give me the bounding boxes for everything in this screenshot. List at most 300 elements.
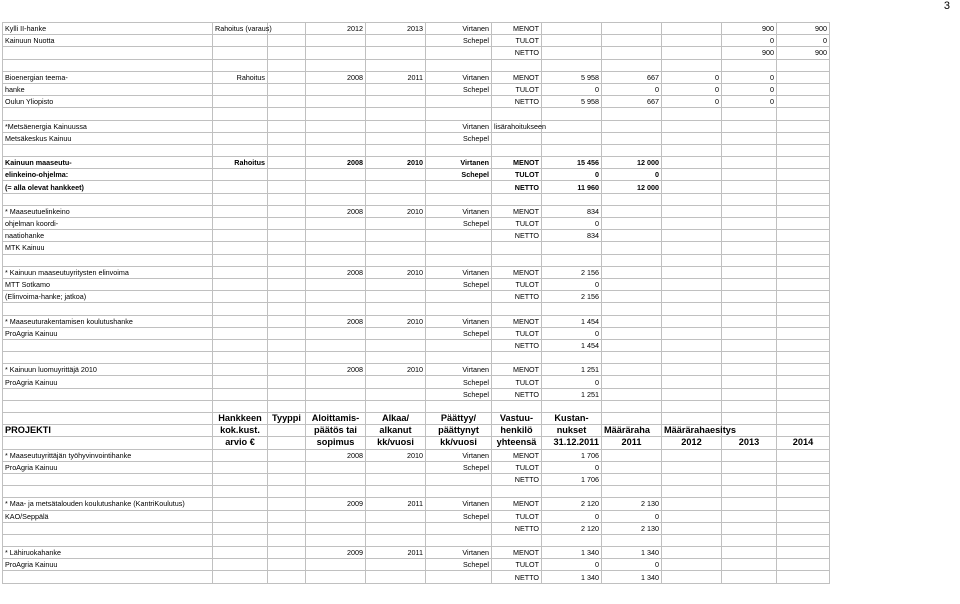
cell-total: 1 251 (542, 364, 602, 376)
cell-kind (268, 473, 306, 485)
cell-resp: kk/vuosi (426, 437, 492, 449)
cell-end (366, 510, 426, 522)
cell-type: MENOT (492, 71, 542, 83)
cell-kind (268, 278, 306, 290)
cell-y2013 (722, 157, 777, 169)
cell-start: 2009 (306, 498, 366, 510)
table-row (3, 352, 830, 364)
cell-kind (268, 193, 306, 205)
cell-total: 5 958 (542, 96, 602, 108)
cell-kind (268, 242, 306, 254)
cell-y2014 (777, 315, 830, 327)
table-row (3, 449, 830, 461)
cell-total: 2 156 (542, 266, 602, 278)
cell-y2014 (777, 242, 830, 254)
cell-y2014 (777, 376, 830, 388)
cell-y2012 (662, 132, 722, 144)
cell-y2012: 0 (662, 71, 722, 83)
cell-total (542, 400, 602, 412)
cell-y2011 (602, 473, 662, 485)
cell-y2014: 900 (777, 47, 830, 59)
cell-org (213, 461, 268, 473)
cell-total (542, 59, 602, 71)
table-row (3, 473, 830, 485)
table-row (3, 205, 830, 217)
cell-type (492, 254, 542, 266)
cell-name (3, 486, 213, 498)
cell-y2012 (662, 230, 722, 242)
cell-y2012 (662, 315, 722, 327)
cell-name (3, 522, 213, 534)
table-row (3, 425, 830, 437)
cell-resp (426, 59, 492, 71)
cell-y2012 (662, 571, 722, 583)
cell-org (213, 303, 268, 315)
cell-y2011 (602, 486, 662, 498)
cell-kind (268, 96, 306, 108)
cell-kind (268, 230, 306, 242)
cell-kind (268, 449, 306, 461)
cell-total: 11 960 (542, 181, 602, 193)
cell-y2013 (722, 315, 777, 327)
cell-name: hanke (3, 83, 213, 95)
cell-end (366, 400, 426, 412)
cell-total: 15 456 (542, 157, 602, 169)
cell-org (213, 205, 268, 217)
cell-kind (268, 169, 306, 181)
cell-y2014 (777, 181, 830, 193)
cell-total: 1 340 (542, 547, 602, 559)
cell-type (492, 132, 542, 144)
cell-end: 2010 (366, 449, 426, 461)
cell-name: Metsäkeskus Kainuu (3, 132, 213, 144)
table-row (3, 327, 830, 339)
cell-total (542, 132, 602, 144)
cell-total (542, 486, 602, 498)
cell-name (3, 254, 213, 266)
cell-total: 0 (542, 510, 602, 522)
cell-y2013 (722, 522, 777, 534)
cell-total (542, 144, 602, 156)
cell-y2014 (777, 108, 830, 120)
cell-y2011: 667 (602, 96, 662, 108)
cell-type: TULOT (492, 278, 542, 290)
cell-y2011 (602, 339, 662, 351)
table-row (3, 193, 830, 205)
table-row (3, 364, 830, 376)
cell-type (492, 534, 542, 546)
cell-y2014 (777, 230, 830, 242)
cell-y2014 (777, 303, 830, 315)
cell-end: Alkaa/ (366, 413, 426, 425)
cell-kind (268, 157, 306, 169)
cell-org (213, 449, 268, 461)
cell-start (306, 291, 366, 303)
cell-y2013 (722, 120, 777, 132)
cell-resp: Schepel (426, 559, 492, 571)
cell-y2012 (662, 486, 722, 498)
cell-type (492, 59, 542, 71)
cell-end: 2010 (366, 364, 426, 376)
cell-y2011: 1 340 (602, 547, 662, 559)
cell-kind (268, 534, 306, 546)
cell-y2012: 0 (662, 83, 722, 95)
cell-type: TULOT (492, 327, 542, 339)
cell-total (542, 23, 602, 35)
cell-y2014 (777, 547, 830, 559)
cell-start (306, 35, 366, 47)
cell-resp: Schepel (426, 83, 492, 95)
cell-y2011 (602, 364, 662, 376)
cell-y2011 (602, 120, 662, 132)
cell-org (213, 278, 268, 290)
cell-y2013 (722, 169, 777, 181)
cell-y2012 (662, 23, 722, 35)
cell-resp: Virtanen (426, 364, 492, 376)
cell-start: sopimus (306, 437, 366, 449)
cell-resp: Virtanen (426, 547, 492, 559)
cell-type: NETTO (492, 230, 542, 242)
cell-y2014 (777, 486, 830, 498)
cell-type: TULOT (492, 35, 542, 47)
cell-y2014 (777, 266, 830, 278)
cell-start (306, 83, 366, 95)
cell-name: MTK Kainuu (3, 242, 213, 254)
cell-end (366, 254, 426, 266)
cell-type: lisärahoitukseen (492, 120, 542, 132)
cell-end (366, 35, 426, 47)
cell-y2014 (777, 278, 830, 290)
cell-y2011 (602, 230, 662, 242)
cell-name: naatiohanke (3, 230, 213, 242)
cell-end: 2011 (366, 547, 426, 559)
cell-y2013 (722, 278, 777, 290)
cell-kind (268, 47, 306, 59)
cell-org (213, 534, 268, 546)
cell-resp: Virtanen (426, 120, 492, 132)
cell-start: 2008 (306, 315, 366, 327)
table-row (3, 132, 830, 144)
cell-kind (268, 327, 306, 339)
cell-start (306, 486, 366, 498)
cell-name: (= alla olevat hankkeet) (3, 181, 213, 193)
cell-resp: Schepel (426, 132, 492, 144)
cell-y2011 (602, 376, 662, 388)
cell-y2012 (662, 266, 722, 278)
cell-type: MENOT (492, 266, 542, 278)
cell-y2012 (662, 461, 722, 473)
cell-name: Oulun Yliopisto (3, 96, 213, 108)
cell-total: 1 251 (542, 388, 602, 400)
cell-y2012: 2012 (662, 437, 722, 449)
cell-total (542, 35, 602, 47)
cell-name: KAO/Seppälä (3, 510, 213, 522)
cell-kind (268, 547, 306, 559)
cell-end (366, 193, 426, 205)
cell-resp: Schepel (426, 169, 492, 181)
cell-y2012 (662, 157, 722, 169)
cell-start (306, 461, 366, 473)
cell-y2014 (777, 522, 830, 534)
cell-org (213, 47, 268, 59)
cell-total: 5 958 (542, 71, 602, 83)
page-number: 3 (943, 0, 950, 12)
cell-total: Kustan- (542, 413, 602, 425)
cell-y2013: 2013 (722, 437, 777, 449)
cell-y2012 (662, 254, 722, 266)
cell-name (3, 534, 213, 546)
cell-org (213, 181, 268, 193)
cell-name (3, 437, 213, 449)
cell-start (306, 193, 366, 205)
cell-kind (268, 425, 306, 437)
cell-end (366, 486, 426, 498)
cell-y2012 (662, 449, 722, 461)
cell-y2011 (602, 47, 662, 59)
table-row (3, 83, 830, 95)
cell-y2012 (662, 193, 722, 205)
cell-resp (426, 181, 492, 193)
cell-end (366, 461, 426, 473)
cell-y2011 (602, 254, 662, 266)
cell-type: MENOT (492, 364, 542, 376)
cell-resp (426, 108, 492, 120)
cell-y2011: Määräraha (602, 425, 662, 437)
cell-total (542, 47, 602, 59)
cell-y2013: 900 (722, 47, 777, 59)
cell-resp: Schepel (426, 35, 492, 47)
cell-name (3, 144, 213, 156)
cell-resp (426, 242, 492, 254)
table-row (3, 108, 830, 120)
cell-end (366, 291, 426, 303)
cell-y2013 (722, 181, 777, 193)
cell-kind (268, 498, 306, 510)
cell-org (213, 218, 268, 230)
cell-total: 1 454 (542, 315, 602, 327)
cell-resp: Schepel (426, 278, 492, 290)
cell-y2011 (602, 193, 662, 205)
cell-resp: Virtanen (426, 157, 492, 169)
table-row (3, 47, 830, 59)
cell-y2013 (722, 461, 777, 473)
cell-name: * Maa- ja metsätalouden koulutushanke (KantriKoulutus) (3, 498, 213, 510)
cell-org (213, 254, 268, 266)
cell-y2012 (662, 144, 722, 156)
cell-resp: Schepel (426, 461, 492, 473)
cell-kind (268, 339, 306, 351)
cell-start: Aloittamis- (306, 413, 366, 425)
cell-start (306, 400, 366, 412)
cell-y2013 (722, 449, 777, 461)
cell-type: MENOT (492, 449, 542, 461)
cell-total: 0 (542, 169, 602, 181)
cell-y2013 (722, 571, 777, 583)
cell-y2012 (662, 400, 722, 412)
cell-name: (Elinvoima-hanke; jatkoa) (3, 291, 213, 303)
cell-y2013 (722, 242, 777, 254)
cell-name: * Kainuun luomuyrittäjä 2010 (3, 364, 213, 376)
table-row (3, 461, 830, 473)
cell-org (213, 339, 268, 351)
cell-y2012 (662, 35, 722, 47)
cell-name (3, 303, 213, 315)
cell-resp (426, 352, 492, 364)
cell-type: TULOT (492, 461, 542, 473)
cell-kind (268, 291, 306, 303)
cell-y2013 (722, 413, 777, 425)
cell-y2013 (722, 400, 777, 412)
cell-end (366, 132, 426, 144)
cell-org (213, 242, 268, 254)
cell-type: NETTO (492, 339, 542, 351)
cell-name: ProAgria Kainuu (3, 559, 213, 571)
table-row (3, 388, 830, 400)
cell-type: MENOT (492, 205, 542, 217)
cell-y2014 (777, 400, 830, 412)
cell-y2012 (662, 181, 722, 193)
cell-org (213, 352, 268, 364)
cell-y2014 (777, 71, 830, 83)
cell-y2014 (777, 473, 830, 485)
cell-type: NETTO (492, 47, 542, 59)
cell-y2014 (777, 559, 830, 571)
cell-y2012 (662, 278, 722, 290)
table-row (3, 278, 830, 290)
table-row (3, 291, 830, 303)
cell-y2014 (777, 144, 830, 156)
cell-total: 834 (542, 205, 602, 217)
cell-name: ProAgria Kainuu (3, 376, 213, 388)
cell-y2013 (722, 388, 777, 400)
cell-name (3, 388, 213, 400)
cell-y2012 (662, 352, 722, 364)
cell-org (213, 571, 268, 583)
cell-start: 2008 (306, 157, 366, 169)
cell-end: 2010 (366, 205, 426, 217)
cell-start (306, 473, 366, 485)
cell-org (213, 108, 268, 120)
table-row (3, 266, 830, 278)
cell-y2011: 667 (602, 71, 662, 83)
cell-y2011 (602, 388, 662, 400)
cell-org (213, 522, 268, 534)
cell-resp: Virtanen (426, 315, 492, 327)
table-row (3, 498, 830, 510)
cell-start (306, 327, 366, 339)
cell-resp (426, 47, 492, 59)
cell-end: 2010 (366, 157, 426, 169)
cell-resp: Schepel (426, 388, 492, 400)
cell-end: 2010 (366, 315, 426, 327)
cell-y2014 (777, 498, 830, 510)
cell-total: 31.12.2011 (542, 437, 602, 449)
cell-resp (426, 254, 492, 266)
cell-total: 0 (542, 278, 602, 290)
cell-y2013 (722, 327, 777, 339)
cell-y2012 (662, 59, 722, 71)
cell-end (366, 327, 426, 339)
cell-y2011 (602, 315, 662, 327)
cell-name (3, 339, 213, 351)
cell-y2011 (602, 449, 662, 461)
cell-end (366, 376, 426, 388)
cell-start (306, 278, 366, 290)
table-row (3, 157, 830, 169)
cell-start: 2012 (306, 23, 366, 35)
cell-y2011: 12 000 (602, 181, 662, 193)
table-row (3, 522, 830, 534)
cell-y2014 (777, 388, 830, 400)
cell-start (306, 230, 366, 242)
cell-org (213, 510, 268, 522)
cell-y2011 (602, 327, 662, 339)
cell-kind (268, 266, 306, 278)
cell-y2013 (722, 218, 777, 230)
cell-resp (426, 473, 492, 485)
cell-y2013 (722, 205, 777, 217)
cell-y2014 (777, 510, 830, 522)
table-row (3, 486, 830, 498)
cell-resp: Virtanen (426, 205, 492, 217)
cell-org (213, 96, 268, 108)
cell-y2011 (602, 400, 662, 412)
cell-y2014 (777, 571, 830, 583)
cell-y2014 (777, 169, 830, 181)
cell-y2013 (722, 559, 777, 571)
cell-end (366, 473, 426, 485)
cell-end (366, 108, 426, 120)
cell-y2012 (662, 303, 722, 315)
cell-org (213, 315, 268, 327)
cell-org (213, 364, 268, 376)
cell-start (306, 571, 366, 583)
cell-start (306, 218, 366, 230)
cell-type: henkilö (492, 425, 542, 437)
cell-start (306, 181, 366, 193)
table-row (3, 559, 830, 571)
cell-org (213, 193, 268, 205)
cell-type: TULOT (492, 169, 542, 181)
cell-type: MENOT (492, 315, 542, 327)
cell-y2013 (722, 486, 777, 498)
cell-y2013 (722, 547, 777, 559)
cell-end (366, 83, 426, 95)
cell-kind (268, 559, 306, 571)
cell-start (306, 510, 366, 522)
cell-y2012 (662, 376, 722, 388)
cell-y2012 (662, 120, 722, 132)
cell-total: 1 706 (542, 473, 602, 485)
cell-start: päätös tai (306, 425, 366, 437)
cell-total (542, 108, 602, 120)
cell-y2013 (722, 230, 777, 242)
cell-org (213, 132, 268, 144)
cell-y2013 (722, 352, 777, 364)
cell-start: 2009 (306, 547, 366, 559)
cell-type: NETTO (492, 522, 542, 534)
cell-org (213, 169, 268, 181)
cell-y2012 (662, 559, 722, 571)
cell-total (542, 120, 602, 132)
cell-kind (268, 522, 306, 534)
cell-end (366, 242, 426, 254)
cell-type: NETTO (492, 96, 542, 108)
cell-type: MENOT (492, 23, 542, 35)
cell-org (213, 83, 268, 95)
cell-y2011 (602, 205, 662, 217)
cell-y2011: 2 130 (602, 522, 662, 534)
